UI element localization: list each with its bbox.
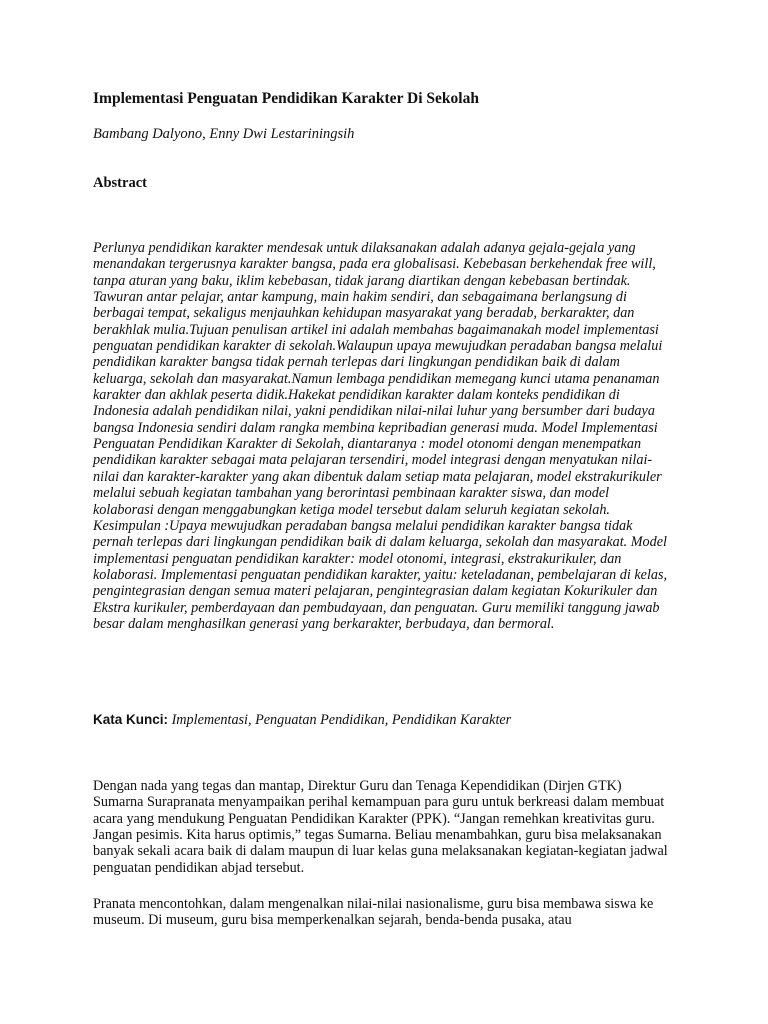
abstract-heading: Abstract — [93, 175, 147, 191]
keywords-value: Implementasi, Penguatan Pendidikan, Pendidikan Karakter — [171, 712, 512, 728]
body-paragraph: Dengan nada yang tegas dan mantap, Direktur Guru dan Tenaga Kependidikan (Dirjen GTK) Sumarna Surapranata menyampaikan perihal kemampuan para guru untuk berkreasi dalam membuat acara yang mendukung Penguatan Pendidikan Karakter (PPK). “Jangan remehkan kreativitas guru. Jangan pesimis. Kita harus optimis,” tegas Sumarna. Beliau menambahkan, guru bisa melaksanakan banyak sekali acara baik di dalam maupun di luar kelas guna melaksanakan kegiatan-kegiatan jadwal penguatan pendidikan abjad tersebut. — [93, 778, 668, 876]
document-authors: Bambang Dalyono, Enny Dwi Lestariningsih — [93, 126, 355, 142]
document-title: Implementasi Penguatan Pendidikan Karakter Di Sekolah — [93, 90, 479, 107]
body-paragraph: Pranata mencontohkan, dalam mengenalkan nilai-nilai nasionalisme, guru bisa membawa siswa ke museum. Di museum, guru bisa memperkenalkan sejarah, benda-benda pusaka, atau — [93, 896, 654, 929]
keywords-label: Kata Kunci: — [93, 712, 169, 727]
keywords-line — [93, 711, 693, 729]
abstract-text: Perlunya pendidikan karakter mendesak untuk dilaksanakan adalah adanya gejala-gejala yang menandakan tergerusnya karakter bangsa, pada era globalisasi. Kebebasan berkehendak free will, tanpa aturan yang baku, iklim kebebasan, tidak jarang diartikan dengan kebebasan bertindak. Tawuran antar pelajar, antar kampung, main hakim sendiri, dan sebagaimana berlangsung di berbagai tempat, sekaligus menjauhkan kehidupan masyarakat yang beradab, berkarakter, dan berakhlak mulia.Tujuan penulisan artikel ini adalah membahas bagaimanakah model implementasi penguatan pendidikan karakter di sekolah.Walaupun upaya mewujudkan peradaban bangsa melalui pendidikan karakter bangsa tidak pernah terlepas dari lingkungan pendidikan baik di dalam keluarga, sekolah dan masyarakat.Namun lembaga pendidikan memegang kunci utama penanaman karakter dan akhlak peserta didik.Hakekat pendidikan karakter dalam konteks pendidikan di Indonesia adalah pendidikan nilai, yakni pendidikan nilai-nilai luhur yang bersumber dari budaya bangsa Indonesia sendiri dalam rangka membina kepribadian generasi muda. Model Implementasi Penguatan Pendidikan Karakter di Sekolah, diantaranya : model otonomi dengan menempatkan pendidikan karakter sebagai mata pelajaran tersendiri, model integrasi dengan menyatukan nilai-nilai dan karakter-karakter yang akan dibentuk dalam setiap mata pelajaran, model ekstrakurikuler melalui sebuah kegiatan tambahan yang berorintasi pembinaan karakter siswa, dan model kolaborasi dengan menggabungkan ketiga model tersebut dalam seluruh kegiatan sekolah. Kesimpulan :Upaya mewujudkan peradaban bangsa melalui pendidikan karakter bangsa tidak pernah terlepas dari lingkungan pendidikan baik di dalam keluarga, sekolah dan masyarakat. Model implementasi penguatan pendidikan karakter: model otonomi, integrasi, ekstrakurikuler, dan kolaborasi. Implementasi penguatan pendidikan karakter, yaitu: keteladanan, pembelajaran di kelas, pengintegrasian dengan semua materi pelajaran, pengintegrasian dalam kegiatan Kokurikuler dan Ekstra kurikuler, pemberdayaan dan pembudayaan, dan penguatan. Guru memiliki tanggung jawab besar dalam menghasilkan generasi yang berkarakter, berbudaya, dan bermoral. — [93, 240, 668, 632]
